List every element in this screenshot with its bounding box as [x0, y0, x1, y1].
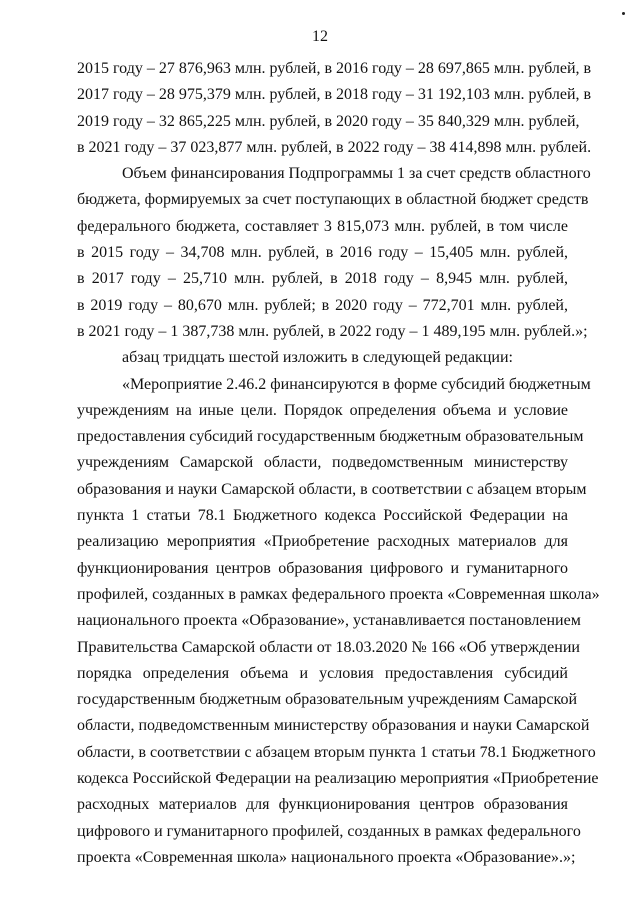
- text-line: расходных материалов для функционирования центров образования: [77, 796, 568, 814]
- text-line: предоставления субсидий государственным бюджетным образовательным: [77, 428, 584, 446]
- text-line: цифрового и гуманитарного профилей, созданных в рамках федерального: [77, 822, 581, 840]
- text-line: в 2015 году – 34,708 млн. рублей, в 2016 году – 15,405 млн. рублей,: [77, 244, 568, 262]
- text-line: в 2017 году – 25,710 млн. рублей, в 2018 году – 8,945 млн. рублей,: [77, 270, 568, 288]
- text-line: бюджета, формируемых за счет поступающих в областной бюджет средств: [77, 191, 589, 209]
- text-line: области, в соответствии с абзацем вторым пункта 1 статьи 78.1 Бюджетного: [77, 743, 596, 761]
- scan-artifact-dot: [622, 12, 625, 15]
- text-line: в 2021 году – 37 023,877 млн. рублей, в 2022 году – 38 414,898 млн. рублей.: [77, 138, 592, 156]
- text-line: пункта 1 статьи 78.1 Бюджетного кодекса Российской Федерации на: [77, 507, 568, 525]
- text-line: абзац тридцать шестой изложить в следующей редакции:: [122, 349, 513, 367]
- text-line: в 2021 году – 1 387,738 млн. рублей, в 2022 году – 1 489,195 млн. рублей.»;: [77, 322, 588, 340]
- text-line: в 2019 году – 80,670 млн. рублей; в 2020 году – 772,701 млн. рублей,: [77, 296, 568, 314]
- text-line: образования и науки Самарской области, в соответствии с абзацем вторым: [77, 480, 587, 498]
- text-line: национального проекта «Образование», устанавливается постановлением: [77, 612, 581, 630]
- text-line: кодекса Российской Федерации на реализацию мероприятия «Приобретение: [77, 770, 599, 788]
- text-line: федерального бюджета, составляет 3 815,073 млн. рублей, в том числе: [77, 217, 568, 235]
- text-line: Правительства Самарской области от 18.03.2020 № 166 «Об утверждении: [77, 638, 580, 656]
- text-line: профилей, созданных в рамках федерального проекта «Современная школа»: [77, 585, 600, 603]
- text-line: проекта «Современная школа» национального проекта «Образование».»;: [77, 848, 576, 866]
- text-line: 2015 году – 27 876,963 млн. рублей, в 2016 году – 28 697,865 млн. рублей, в: [77, 60, 592, 77]
- text-line: 2017 году – 28 975,379 млн. рублей, в 2018 году – 31 192,103 млн. рублей, в: [77, 86, 592, 104]
- text-line: государственным бюджетным образовательным учреждениям Самарской: [77, 691, 578, 709]
- text-line: «Мероприятие 2.46.2 финансируются в форме субсидий бюджетным: [122, 375, 591, 393]
- text-line: порядка определения объема и условия предоставления субсидий: [77, 664, 568, 682]
- text-line: учреждениям на иные цели. Порядок определения объема и условие: [77, 401, 568, 419]
- text-line: области, подведомственным министерству образования и науки Самарской: [77, 717, 590, 735]
- document-body: [77, 56, 600, 871]
- text-line: реализацию мероприятия «Приобретение расходных материалов для: [77, 533, 568, 551]
- text-line: функционирования центров образования цифрового и гуманитарного: [77, 559, 568, 577]
- page-number: 12: [312, 28, 328, 45]
- text-line: учреждениям Самарской области, подведомственным министерству: [77, 454, 568, 472]
- text-line: Объем финансирования Подпрограммы 1 за счет средств областного: [122, 165, 591, 183]
- text-line: 2019 году – 32 865,225 млн. рублей, в 2020 году – 35 840,329 млн. рублей,: [77, 112, 580, 130]
